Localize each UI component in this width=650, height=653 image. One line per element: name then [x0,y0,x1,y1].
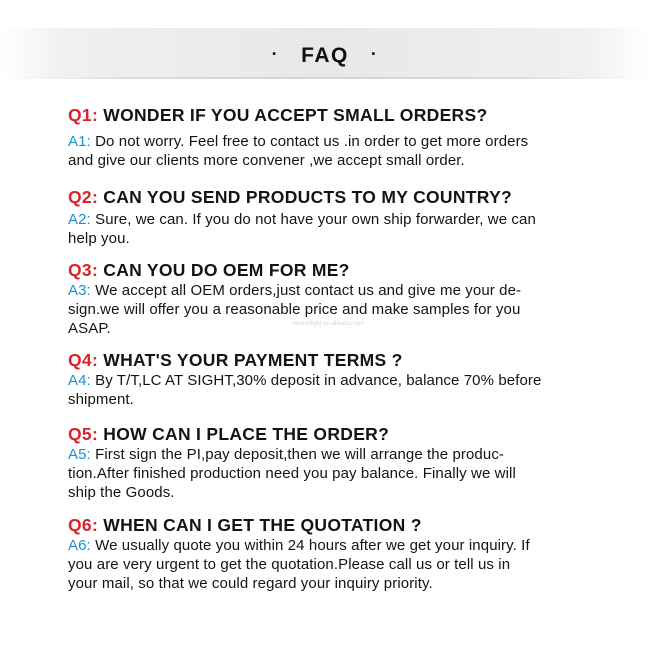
faq-item-6 [68,514,598,593]
question-3 [68,259,598,281]
watermark: newishlight.en.alibaba.com [292,321,365,327]
answer-tag-4: A4: [68,372,91,389]
answer-line: ship the Goods. [68,484,175,501]
question-text-3: CAN YOU DO OEM FOR ME? [103,260,350,280]
faq-title: FAQ [301,44,349,67]
question-2 [68,186,598,208]
question-text-6: WHEN CAN I GET THE QUOTATION ? [103,515,422,535]
answer-line: and give our clients more convener ,we accept small order. [68,152,465,169]
banner-divider [0,77,650,79]
question-text-4: WHAT'S YOUR PAYMENT TERMS ? [103,350,403,370]
answer-line [68,210,598,229]
answer-line: you are very urgent to get the quotation.Please call us or tell us in [68,556,511,573]
question-4 [68,349,598,371]
answer-5 [68,445,598,502]
question-text-5: HOW CAN I PLACE THE ORDER? [103,424,390,444]
question-tag-1: Q1: [68,105,99,125]
question-tag-4: Q4: [68,350,99,370]
answer-text: Sure, we can. If you do not have your own ship forwarder, we can [95,211,536,228]
question-tag-5: Q5: [68,424,99,444]
question-text-2: CAN YOU SEND PRODUCTS TO MY COUNTRY? [103,187,513,207]
question-tag-3: Q3: [68,260,99,280]
answer-tag-2: A2: [68,211,91,228]
answer-line [68,132,598,151]
answer-line: tion.After finished production need you pay balance. Finally we will [68,465,516,482]
dot-left: · [271,44,280,64]
answer-text: We accept all OEM orders,just contact us and give me your de- [95,282,522,299]
answer-text: By T/T,LC AT SIGHT,30% deposit in advance, balance 70% before [95,372,542,389]
answer-1 [68,132,598,170]
answer-4 [68,371,598,409]
answer-line [68,536,598,555]
answer-line [68,371,598,390]
answer-line [68,281,598,300]
answer-line: help you. [68,230,130,247]
faq-item-1 [68,104,598,170]
question-tag-6: Q6: [68,515,99,535]
faq-item-2 [68,186,598,248]
answer-text: Do not worry. Feel free to contact us .in order to get more orders [95,133,529,150]
answer-3 [68,281,598,338]
answer-tag-3: A3: [68,282,91,299]
faq-item-5 [68,423,598,502]
answer-6 [68,536,598,593]
answer-2 [68,210,598,248]
answer-line: sign.we will offer you a reasonable price and make samples for you [68,301,521,318]
question-5 [68,423,598,445]
question-text-1: WONDER IF YOU ACCEPT SMALL ORDERS? [103,105,488,125]
answer-line: shipment. [68,391,134,408]
answer-line: ASAP. [68,320,111,337]
page-title [0,44,650,68]
answer-line [68,445,598,464]
question-6 [68,514,598,536]
dot-right: · [370,44,379,64]
answer-tag-5: A5: [68,446,91,463]
answer-text: We usually quote you within 24 hours after we get your inquiry. If [95,537,530,554]
question-tag-2: Q2: [68,187,99,207]
answer-text: First sign the PI,pay deposit,then we will arrange the produc- [95,446,505,463]
answer-line: your mail, so that we could regard your inquiry priority. [68,575,433,592]
faq-item-4 [68,349,598,409]
answer-tag-6: A6: [68,537,91,554]
answer-tag-1: A1: [68,133,91,150]
question-1 [68,104,598,126]
